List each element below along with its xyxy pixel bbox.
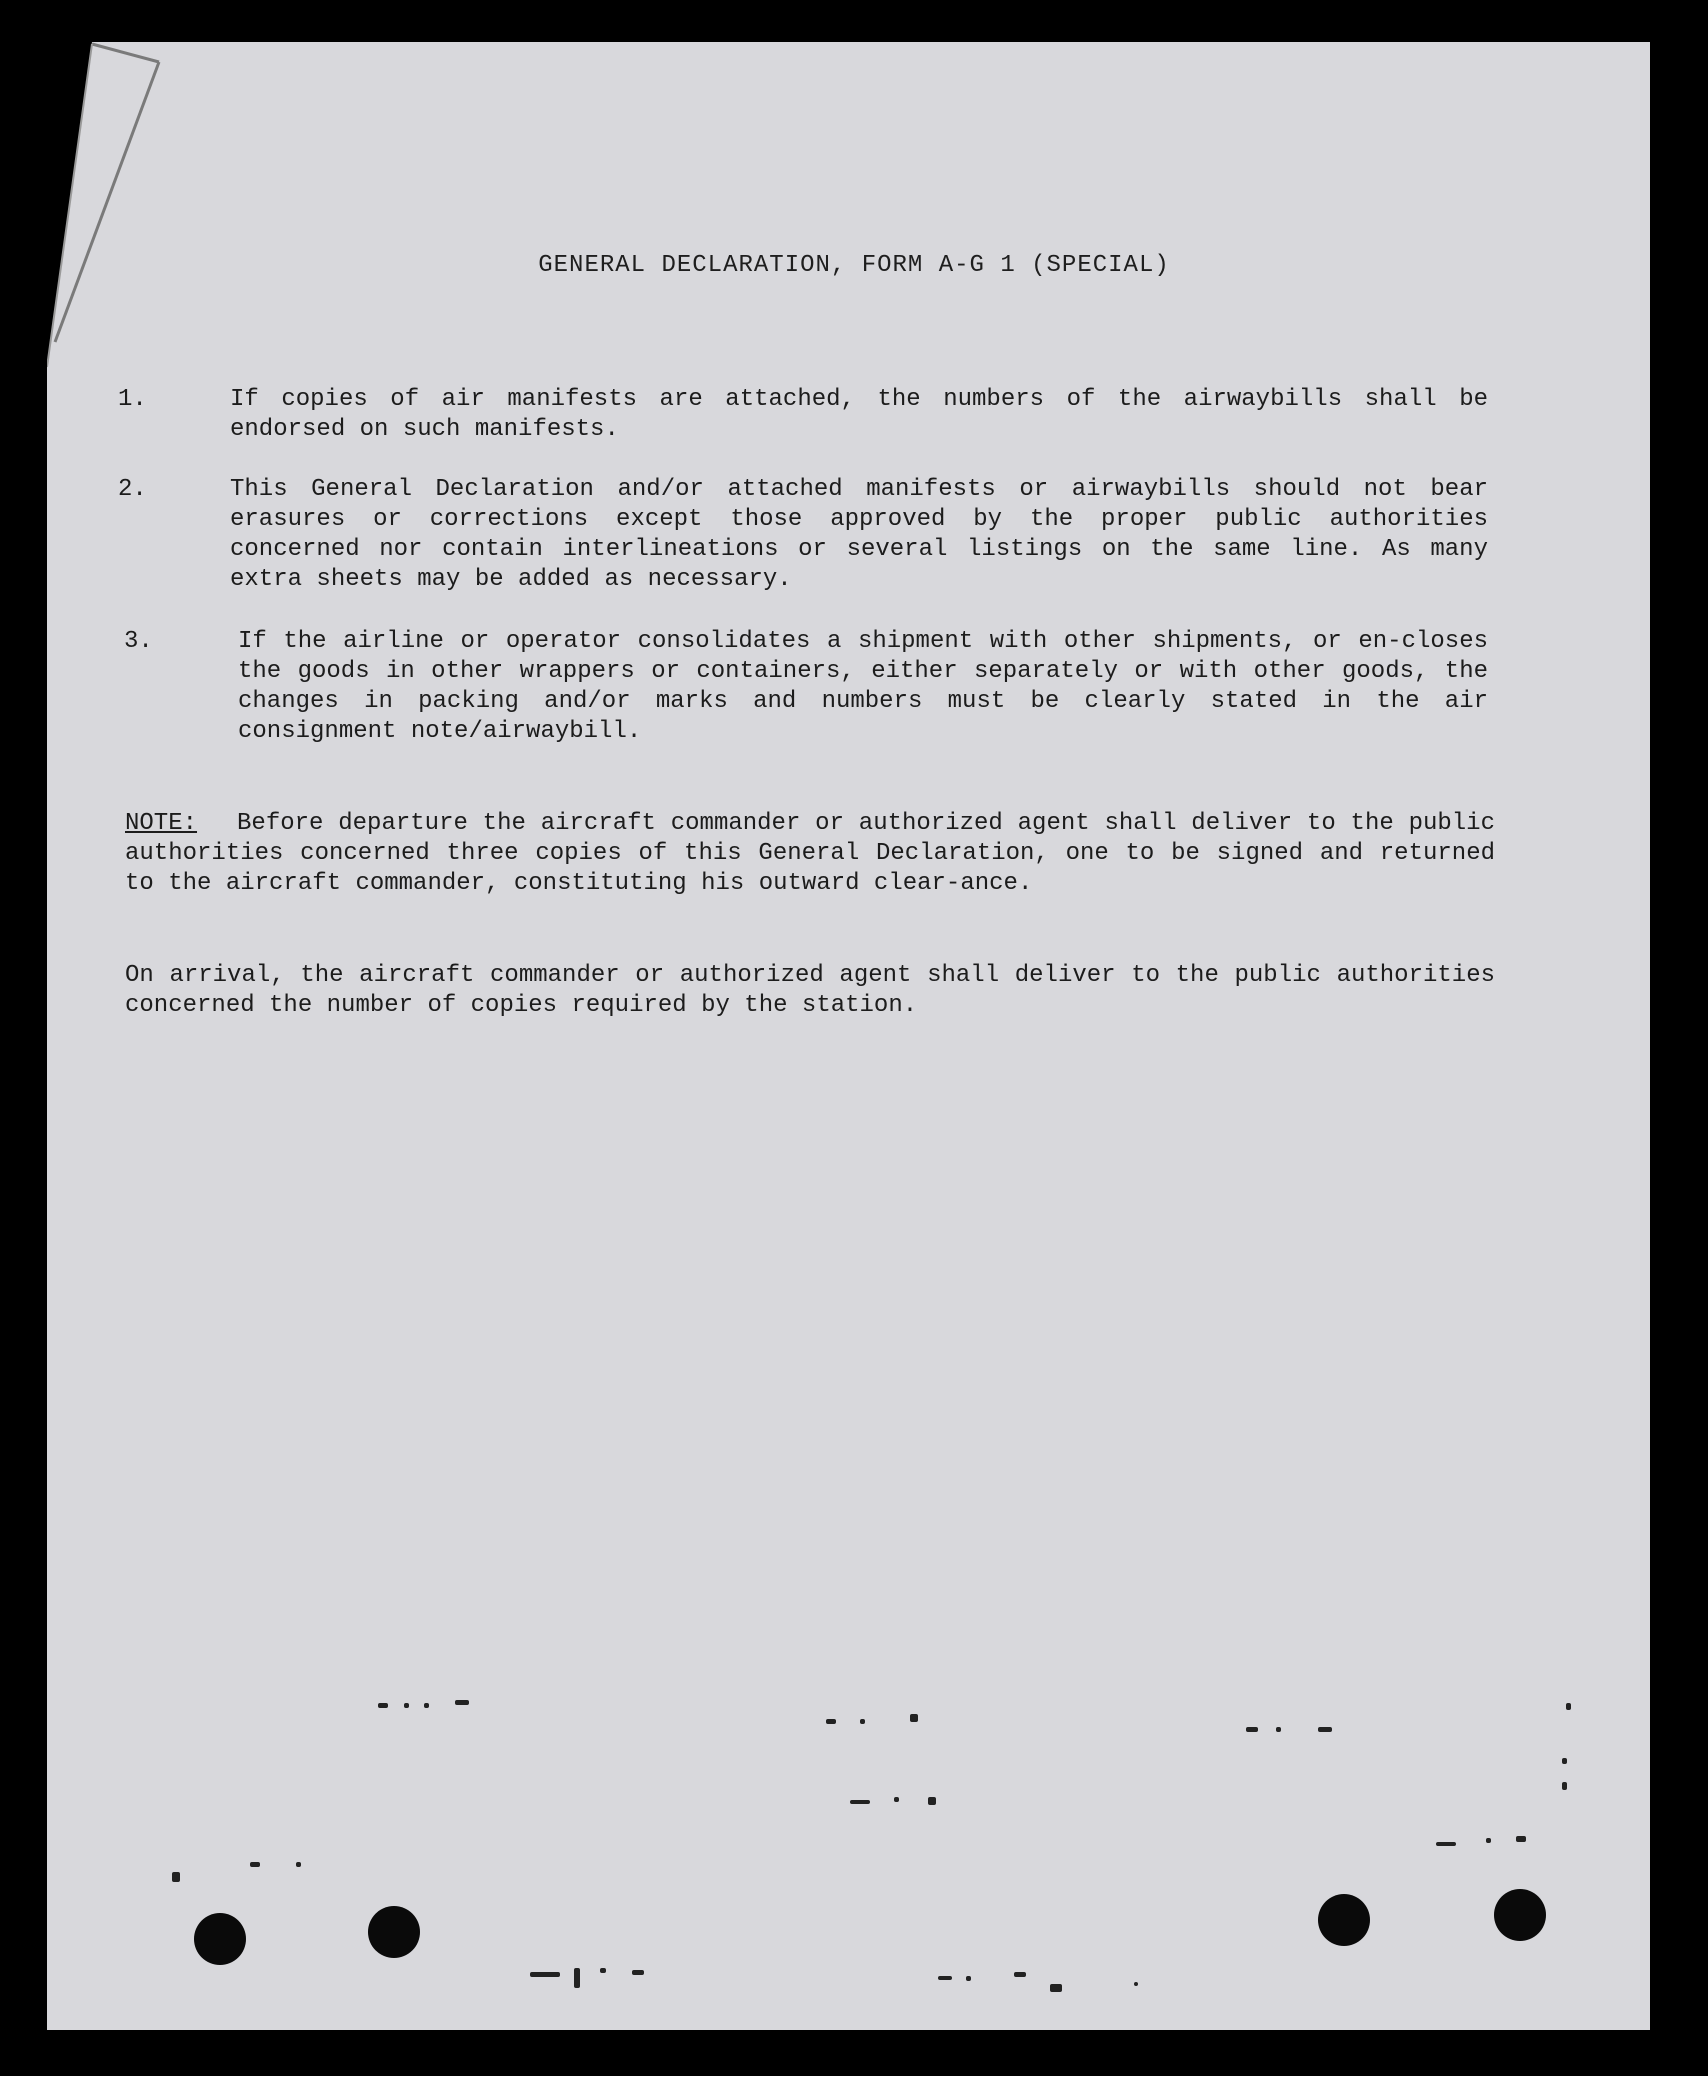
speck-mark: [966, 1976, 971, 1981]
speck-mark: [378, 1703, 388, 1708]
speck-mark: [172, 1872, 180, 1882]
speck-mark: [404, 1703, 409, 1708]
punch-hole: [194, 1913, 246, 1965]
speck-mark: [1516, 1836, 1526, 1842]
speck-mark: [1486, 1838, 1491, 1843]
arrival-paragraph: On arrival, the aircraft commander or authorized agent shall deliver to the public authorities concerned the number of copies required by the station.: [125, 962, 1495, 1019]
item-number: 3.: [124, 628, 153, 655]
speck-mark: [1566, 1703, 1571, 1710]
speck-mark: [1562, 1782, 1567, 1790]
speck-mark: [928, 1797, 936, 1805]
note-text: Before departure the aircraft commander or authorized agent shall deliver to the public authorities concerned three copies of this General Declaration, one to be signed and returned to the aircraft commander, constituting his outward clear-ance.: [125, 810, 1495, 897]
document-page: [47, 42, 1650, 2030]
item-number: 2.: [118, 476, 147, 503]
item-text: If copies of air manifests are attached, the numbers of the airwaybills shall be endorsed on such manifests.: [230, 386, 1488, 443]
punch-hole: [1318, 1894, 1370, 1946]
note-label: NOTE:: [125, 810, 198, 837]
speck-mark: [600, 1968, 606, 1973]
speck-mark: [296, 1862, 301, 1867]
speck-mark: [250, 1862, 260, 1867]
speck-mark: [860, 1719, 865, 1724]
list-item: [118, 475, 1488, 595]
speck-mark: [632, 1970, 644, 1975]
speck-mark: [826, 1719, 836, 1724]
speck-mark: [910, 1714, 918, 1722]
speck-mark: [424, 1703, 429, 1708]
speck-mark: [850, 1800, 870, 1804]
speck-mark: [1562, 1758, 1567, 1764]
item-text: If the airline or operator consolidates a shipment with other shipments, or en-closes the goods in other wrappers or containers, either separately or with other goods, the changes in packing and/or marks and numbers must be clearly stated in the air consignment note/airwaybill.: [238, 628, 1488, 745]
item-number: 1.: [118, 386, 147, 413]
punch-hole: [1494, 1889, 1546, 1941]
speck-mark: [1134, 1982, 1138, 1986]
speck-mark: [1436, 1842, 1456, 1846]
speck-mark: [455, 1700, 469, 1705]
punch-hole: [368, 1906, 420, 1958]
speck-mark: [1318, 1727, 1332, 1732]
speck-mark: [574, 1968, 580, 1988]
speck-mark: [1050, 1984, 1062, 1992]
speck-mark: [894, 1797, 899, 1802]
document-title: GENERAL DECLARATION, FORM A-G 1 (SPECIAL): [538, 252, 1170, 279]
list-item: [118, 627, 1488, 747]
speck-mark: [530, 1972, 560, 1977]
speck-mark: [938, 1976, 952, 1980]
speck-mark: [1014, 1972, 1026, 1977]
item-text: This General Declaration and/or attached manifests or airwaybills should not bear erasures or corrections except those approved by the proper public authorities concerned nor contain interlineations or several listings on the same line. As many extra sheets may be added as necessary.: [230, 476, 1488, 593]
speck-mark: [1246, 1727, 1258, 1732]
note-paragraph: [125, 809, 1495, 899]
list-item: [118, 385, 1488, 445]
speck-mark: [1276, 1727, 1281, 1732]
